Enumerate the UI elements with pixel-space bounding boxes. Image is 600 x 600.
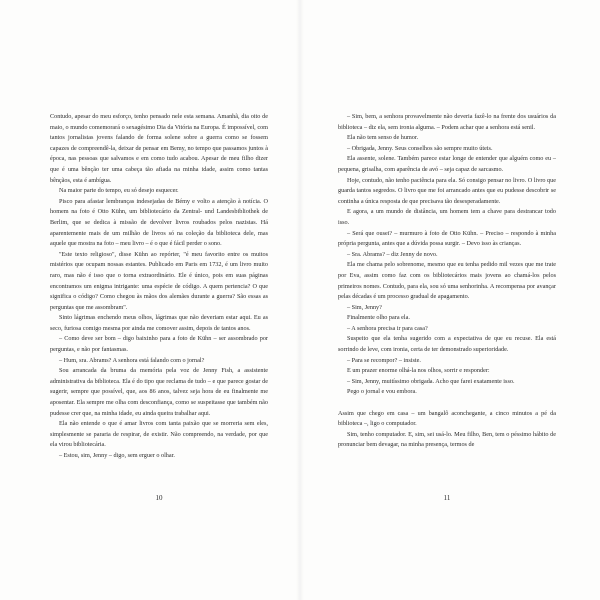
paragraph: Ela me chama pelo sobrenome, mesmo que eu tenha pedido mil vezes que me trate por Eva, assim como faz com os bibliotecários mais jovens ao chamá-los pelos primeiros nomes. Contudo, para ela, sou só uma senhorinha. A recompensa por avançar pelas décadas é um processo gradual de apagamento.	[338, 261, 556, 301]
paragraph: E um prazer enorme olhá-la nos olhos, sorrir e responder:	[347, 367, 490, 375]
page-number: 11	[443, 494, 451, 502]
paragraph: – Estou, sim, Jenny – digo, sem erguer o olhar.	[59, 452, 175, 459]
paragraph: – Sra. Abrams? – diz Jenny de novo.	[347, 250, 438, 258]
paragraph: – Como deve ser bom – digo baixinho para a foto de Kühn – ser assombrado por perguntas, e não por fantasmas.	[50, 335, 268, 354]
paragraph: – Sim, Jenny?	[347, 303, 382, 311]
paragraph: Pego o jornal e vou embora.	[347, 388, 417, 396]
paragraph: Suspeito que ela tenha sugerido com a expectativa de que eu recuse. Ela está sorrindo de leve, com ironia, certa de ter demonstrado superioridade.	[338, 335, 556, 354]
paragraph: Ela assente, solene. Também parece estar longe de entender que alguém como eu – pequena, grisalha, com aparência de avó – seja capaz de sarcasmo.	[338, 155, 556, 173]
right-page-text	[338, 112, 556, 451]
paragraph: – Para se recompor? – insiste.	[347, 356, 421, 364]
paragraph: Ela não entende o que é amar livros com tanta paixão que se morreria sem eles, simplesmente se pararia de respirar, de existir. Não compreendo, na verdade, por que ela virou bibliotecária.	[50, 420, 268, 449]
paragraph: – A senhora precisa ir para casa?	[347, 324, 428, 332]
paragraph: Pisco para afastar lembranças indesejadas de Bémy e volto a atenção à notícia. O homem na foto é Otto Kühn, um bibliotecário da Zentral- und Landesbibliothek de Berlim, que se dedica à missão de devolver livros roubados pelos nazistas. Há aparentemente mais de um milhão de livros só na coleção da biblioteca dele, mas aquele que mostra na foto – meu livro – é o que é fácil perder o sono.	[50, 197, 268, 248]
paragraph: "Este texto religioso", disse Kühn ao repórter, "é meu favorito entre os muitos mistérios que ocupam nossas estantes. Publicado em Paris em 1732, é um livro muito raro, mas não é isso que o torna extraordinário. Ele é único, pois em suas páginas encontramos um enigma intrigante: uma espécie de código. A quem pertencia? O que significa o código? Como chegou às mãos dos alemães durante a guerra? São essas as perguntas que me assombram".	[50, 250, 268, 311]
paragraph: Hoje, contudo, não tenho paciência para ela. Só consigo pensar no livro. O livro que guarda tantos segredos. O livro que me foi arrancado antes que eu pudesse descobrir se continha a única resposta de que precisava tão desesperadamente.	[338, 176, 556, 205]
right-page	[300, 0, 600, 600]
paragraph: – Será que ousei? – murmuro à foto de Otto Kühn. – Preciso – respondo à minha própria pergunta, antes que a dúvida possa surgir. – Devo isso às crianças.	[338, 229, 556, 248]
paragraph: – Sim, Jenny, muitíssimo obrigada. Acho que farei exatamente isso.	[347, 377, 515, 385]
paragraph: Sim, tenho computador. E, sim, sei usá-lo. Meu filho, Ben, tem o péssimo hábito de pronunciar bem devagar, na minha presença, termos de	[338, 430, 556, 449]
page-number: 10	[155, 494, 163, 502]
paragraph: – Hum, sra. Abrams? A senhora está falando com o jornal?	[59, 356, 205, 364]
paragraph: Na maior parte do tempo, eu só desejo esquecer.	[59, 187, 179, 195]
left-page-text	[50, 112, 268, 462]
paragraph: – Obrigada, Jenny. Seus conselhos são sempre muito úteis.	[347, 144, 493, 152]
paragraph: Finalmente olho para ela.	[347, 314, 410, 322]
paragraph: Contudo, apesar do meu esforço, tenho pensado nele esta semana. Amanhã, dia oito de maio, o mundo comemorará o sexagésimo Dia da Vitória na Europa. É impossível, com tantos jornalistas jovens falando de forma solene sobre a guerra como se fossem capazes de compreendê-la, deixar de pensar em Bemy, no tempo que passamos juntos à época, nas pessoas que salvamos e em como tudo acabou. Apesar de meu filho dizer que é uma bênção ter uma cabeça tão afiada na minha idade, assim como tantas bênçãos, esta é ambígua.	[50, 113, 268, 184]
section-start-paragraph: Assim que chego em casa – um bangalô aconchegante, a cinco minutos a pé da biblioteca –, ligo o computador.	[338, 409, 556, 428]
paragraph: Sinto lágrimas enchendo meus olhos, lágrimas que não deveriam estar aqui. Eu as seco, furiosa comigo mesma por ainda me comover assim, depois de tantos anos.	[50, 314, 268, 332]
paragraph: Ela não tem senso de humor.	[347, 134, 419, 142]
paragraph: – Sim, bem, a senhora provavelmente não deveria fazê-lo na frente dos usuários da biblioteca – diz ela, sem ironia alguma. – Podem achar que a senhora está senil.	[338, 113, 556, 131]
paragraph: E agora, a um mundo de distância, um homem tem a chave para destrancar todo isso.	[338, 208, 556, 226]
paragraph: Sou arrancada da bruma da memória pela voz de Jenny Fish, a assistente administrativa da biblioteca. Ela é do tipo que reclama de tudo – e que parece gostar de sugerir, sempre que possível, que, aos 86 anos, talvez seja hora de eu finalmente me aposentar. Ela sempre me olha com desconfiança, como se suspeitasse que também não pudesse crer que, na minha idade, eu ainda queira trabalhar aqui.	[50, 367, 268, 417]
